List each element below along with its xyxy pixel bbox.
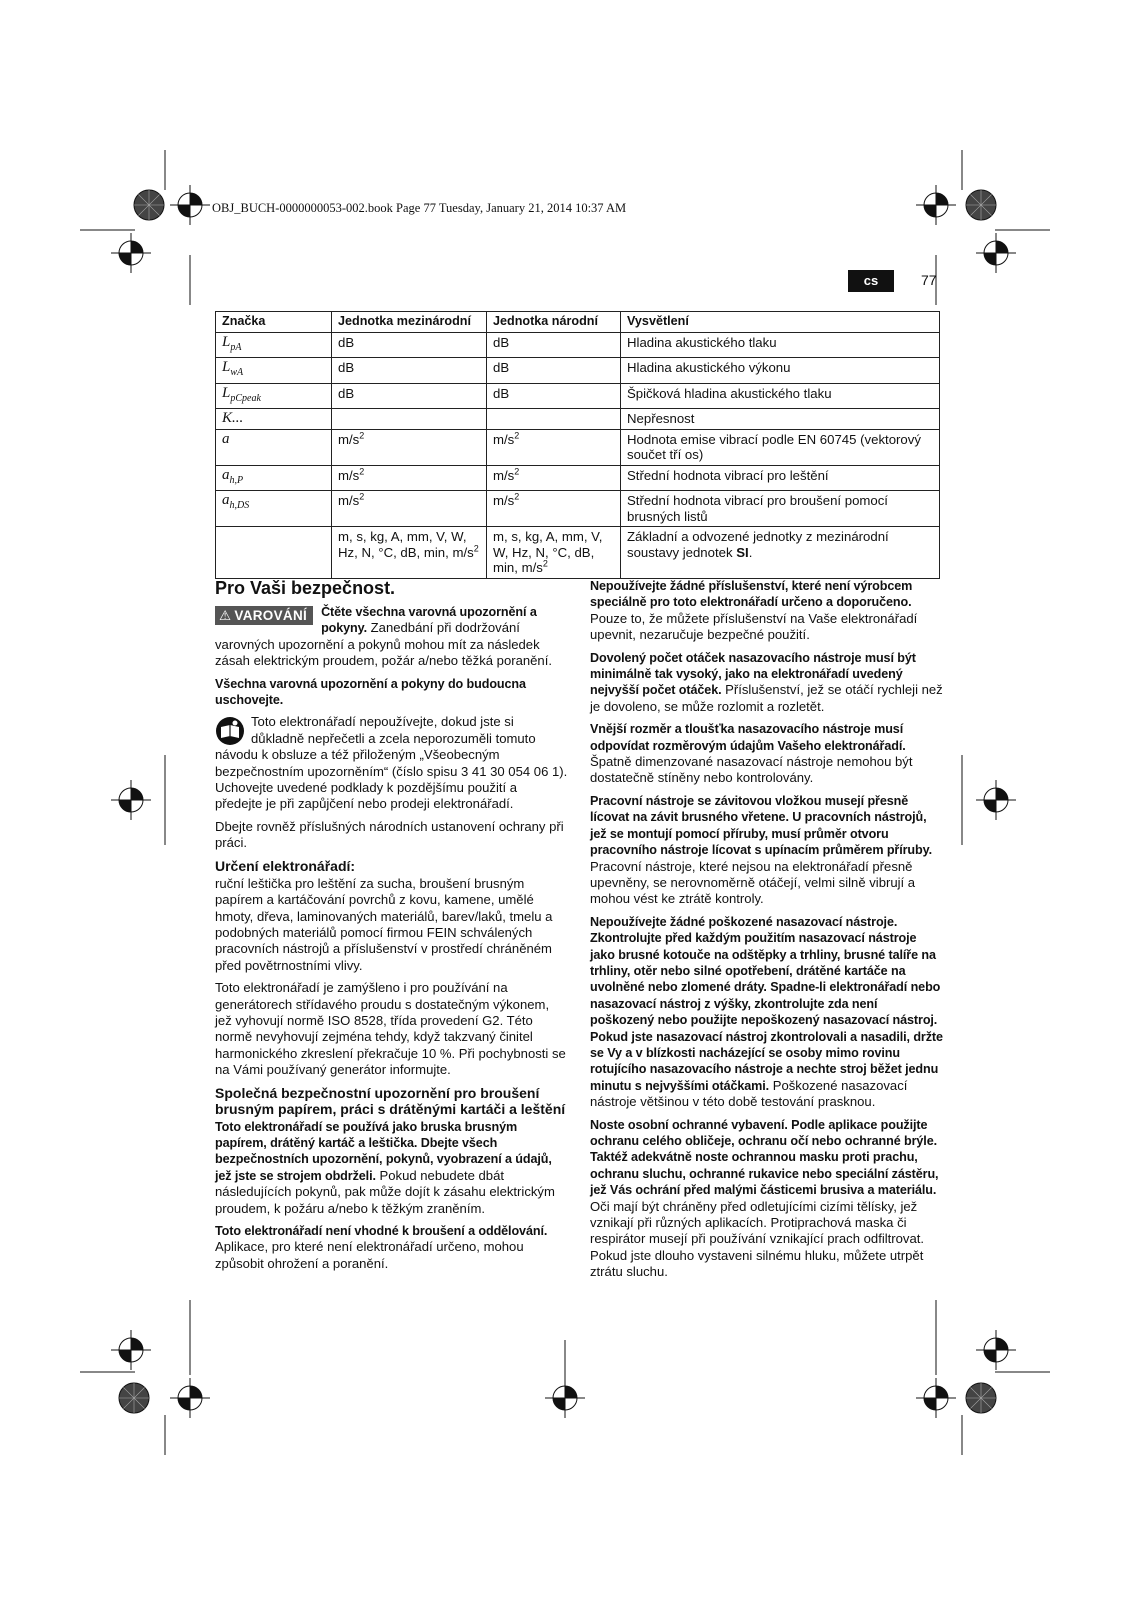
national-unit-cell (487, 409, 621, 430)
header-national-unit: Jednotka národní (487, 312, 621, 333)
table-row (216, 465, 940, 491)
keep-instructions: Všechna varovná upozornění a pokyny do budoucna uschovejte. (215, 676, 526, 708)
safety-paragraph-thread: Pracovní nástroje se závitovou vložkou musejí přesně lícovat na závit brusného vřetene. U pracovních nástrojů, jež se montují pomocí příruby, musí průměr otvoru pracovního nástroje lícovat s upínacím průměrem příruby. Pracovní nástroje, které nejsou na elektronářadí přesně upevněny, se nerovnoměrně otáčejí, velmi silně vibrují a mohou vést ke ztrátě kontroly. (590, 793, 932, 907)
read-manual-icon (215, 716, 245, 746)
intl-unit-cell: $m/s^2$ (332, 491, 487, 527)
explanation-cell: Nepřesnost (621, 409, 940, 430)
national-unit-cell: $m/s^2$ (487, 429, 621, 465)
units-table (215, 311, 940, 579)
intl-unit-cell: $m/s^2$ (332, 465, 487, 491)
explanation-cell: Hladina akustického tlaku (621, 332, 940, 358)
table-row (216, 429, 940, 465)
intl-unit-cell: dB (332, 332, 487, 358)
symbol-cell: $L_{pA}$ (216, 332, 332, 358)
intl-unit-cell: dB (332, 383, 487, 409)
common-safety-heading: Společná bezpečnostní upozornění pro broušení brusným papírem, práci s drátěnými kartáči a leštění (215, 1084, 566, 1117)
symbol-cell (216, 527, 332, 579)
table-row (216, 491, 940, 527)
left-column (215, 578, 568, 1278)
explanation-cell: Základní a odvozené jednotky z mezinárodní soustavy jednotek SI. (621, 527, 940, 579)
warning-paragraph: ⚠ VAROVÁNÍ Čtěte všechna varovná upozornění a pokyny. Zanedbání při dodržování varovných upozornění a pokynů mohou mít za následek zásah elektrickým proudem, požár a/nebo těžká poranění. (215, 605, 552, 669)
safety-paragraph-dimensions: Vnější rozměr a tloušťka nasazovacího nástroje musí odpovídat rozměrovým údajům Vašeho elektronářadí. Špatně dimenzované nasazovací nástroje nemohou být dostatečně stíněny nebo kontrolovány. (590, 722, 913, 786)
national-unit-cell: $m/s^2$ (487, 491, 621, 527)
national-unit-cell: $m/s^2$ (487, 465, 621, 491)
table-row (216, 409, 940, 430)
warning-badge: ⚠ VAROVÁNÍ (215, 606, 313, 625)
symbol-cell: K... (216, 409, 332, 430)
intended-use-paragraph: ruční leštička pro leštění za sucha, broušení brusným papírem a kartáčování povrchů z kovu, kamene, umělé hmoty, dřeva, laminovaných materiálů, barev/laků, tmelu a podobných materiálů pomocí firmou FEIN schválených pracovních nástrojů a příslušenství v prostředí chráněném před povětrnostními vlivy. (215, 875, 553, 973)
language-badge: cs (848, 270, 894, 292)
national-rules-paragraph: Dbejte rovněž příslušných národních ustanovení ochrany při práci. (215, 818, 564, 851)
section-title: Pro Vaši bezpečnost. (215, 578, 396, 598)
right-column (590, 578, 943, 1287)
explanation-cell: Špičková hladina akustického tlaku (621, 383, 940, 409)
table-row (216, 527, 940, 579)
print-header: OBJ_BUCH-0000000053-002.book Page 77 Tuesday, January 21, 2014 10:37 AM (212, 201, 627, 215)
intl-unit-cell (332, 409, 487, 430)
intl-unit-cell: $m/s^2$ (332, 429, 487, 465)
header-intl-unit: Jednotka mezinárodní (332, 312, 487, 333)
table-row (216, 358, 940, 384)
explanation-cell: Hodnota emise vibrací podle EN 60745 (vektorový součet tří os) (621, 429, 940, 465)
header-explanation: Vysvětlení (621, 312, 940, 333)
explanation-cell: Hladina akustického výkonu (621, 358, 940, 384)
national-unit-cell: dB (487, 332, 621, 358)
intl-unit-cell: dB (332, 358, 487, 384)
symbol-cell: $L_{pCpeak}$ (216, 383, 332, 409)
safety-paragraph-damaged-tools: Nepoužívejte žádné poškozené nasazovací nástroje. Zkontrolujte před každým použitím nasazovací nástroje jako brusné kotouče na odštěpky a trhliny, brusné talíře na trhliny, otěr nebo silné opotřebení, drátěné kartáče na uvolněné nebo zlomené dráty. Spadne-li elektronářadí nebo nasazovací nástroj z výšky, zkontrolujte zda není poškozený nebo použijte nepoškozený nasazovací nástroj. Pokud jste nasazovací nástroj zkontrolovali a nasadili, držte se Vy a v blízkosti nacházející se osoby mimo rovinu rotujícího nasazovacího nástroje a nechte stroj běžet jednu minutu s nejvyššími otáčkami. Poškozené nasazovací nástroje většinou v této době testování prasknou. (590, 914, 943, 1110)
symbol-cell: $L_{wA}$ (216, 358, 332, 384)
manual-paragraph: Toto elektronářadí nepoužívejte, dokud jste si důkladně nepřečetli a zcela neporozuměli tomuto návodu k obsluze a též přiloženým „Všeobecným bezpečnostním upozorněním“ (číslo spisu 3 41 30 054 06 1). Uchovejte uvedené podklady k pozdějšímu použití a předejte je při zapůjčení nebo prodeji elektronářadí. (215, 714, 568, 812)
explanation-cell: Střední hodnota vibrací pro broušení pomocí brusných listů (621, 491, 940, 527)
symbol-cell: $a_{h,DS}$ (216, 491, 332, 527)
header-symbol: Značka (216, 312, 332, 333)
safety-paragraph-protective-gear: Noste osobní ochranné vybavení. Podle aplikace použijte ochranu celého obličeje, ochranu očí nebo ochranné brýle. Taktéž adekvátně noste ochrannou masku proti prachu, ochranu sluchu, ochranné rukavice nebo speciální zástěru, jež Vás ochrání před malými částicemi brusiva a materiálu. Oči mají být chráněny před odletujícími cizími tělísky, jež vznikají při různých aplikacích. Protiprachová maska či respirátor musejí při používání vznikající prach odfiltrovat. Pokud jste dlouho vystaveni silnému hluku, můžete utrpět ztrátu sluchu. (590, 1117, 939, 1280)
safety-paragraph-speed: Dovolený počet otáček nasazovacího nástroje musí být minimálně tak vysoký, jako na elektronářadí uvedený nejvyšší počet otáček. Příslušenství, jež se otáčí rychleji než je dovoleno, se může rozlomit a rozletět. (590, 650, 943, 714)
symbol-cell: a (216, 429, 332, 465)
table-row (216, 332, 940, 358)
safety-paragraph-accessories: Nepoužívejte žádné příslušenství, které není výrobcem speciálně pro toto elektronářadí určeno a doporučeno. Pouze to, že můžete příslušenství na Vaše elektronářadí upevnit, nezaručuje bezpečné použití. (590, 579, 918, 643)
intl-unit-cell: m, s, kg, A, mm, V, W, Hz, N, °C, dB, min, $m/s^2$ (332, 527, 487, 579)
generator-paragraph: Toto elektronářadí je zamýšleno i pro používání na generátorech střídavého proudu s dostatečným výkonem, jež vyhovují normě ISO 8528, třída provedení G2. Této normě nevyhovují zejména tehdy, když takzvaný činitel harmonického zkreslení překračuje 10 %. Při pochybnosti se na Vámi používaný generátor informujte. (215, 980, 566, 1078)
national-unit-cell: m, s, kg, A, mm, V, W, Hz, N, °C, dB, min, $m/s^2$ (487, 527, 621, 579)
intended-use-heading: Určení elektronářadí: (215, 857, 356, 874)
common-safety-paragraph-2: Toto elektronářadí není vhodné k broušení a oddělování. Aplikace, pro které není elektronářadí určeno, mohou způsobit ohrožení a poranění. (215, 1224, 548, 1271)
common-safety-paragraph-1: Toto elektronářadí se používá jako bruska brusným papírem, drátěný kartáč a leštička. Dbejte všech bezpečnostních upozornění, pokynů, vyobrazení a údajů, jež jste se strojem obdrželi. Pokud nebudete dbát následujících pokynů, pak může dojít k zásahu elektrickým proudem, k požáru a/nebo k těžkým zraněním. (215, 1119, 555, 1216)
warning-triangle-icon: ⚠ (219, 608, 232, 623)
national-unit-cell: dB (487, 383, 621, 409)
national-unit-cell: dB (487, 358, 621, 384)
table-row (216, 383, 940, 409)
explanation-cell: Střední hodnota vibrací pro leštění (621, 465, 940, 491)
symbol-cell: $a_{h,P}$ (216, 465, 332, 491)
table-header-row (216, 312, 940, 333)
page-number: 77 (921, 272, 937, 288)
